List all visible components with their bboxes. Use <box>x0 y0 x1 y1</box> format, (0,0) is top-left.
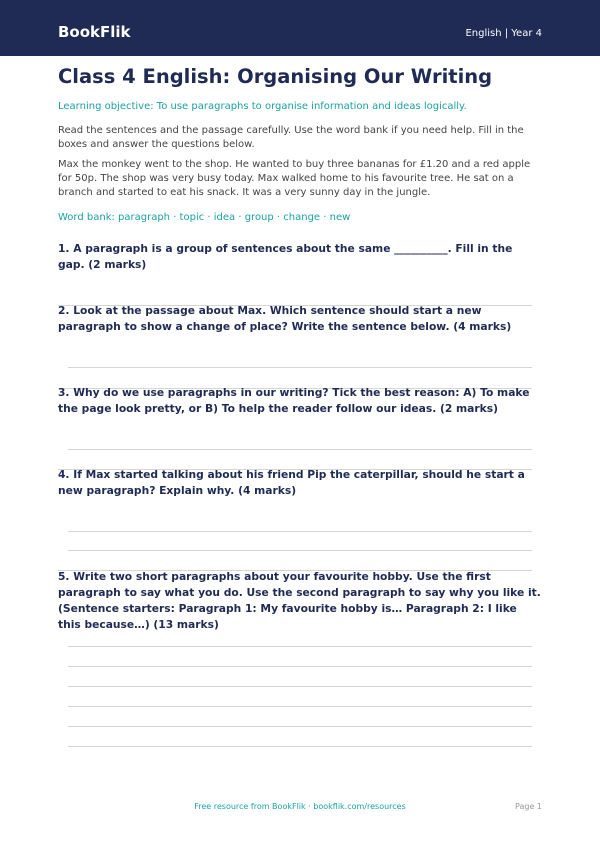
answer-line[interactable] <box>68 706 532 707</box>
learning-objective: Learning objective: To use paragraphs to organise information and ideas logically. <box>58 101 467 112</box>
question-4: 4. If Max started talking about his friend Pip the caterpillar, should he start a new paragraph? Explain why. (4 marks) <box>58 468 525 497</box>
question-5: 5. Write two short paragraphs about your favourite hobby. Use the first paragraph to say what you do. Use the second paragraph to say why you like it. (Sentence starters: Paragraph 1: My favourite hobby is… Paragraph 2: I like this because…) (13 marks) <box>58 570 541 631</box>
word-bank: Word bank: paragraph · topic · idea · group · change · new <box>58 212 351 223</box>
answer-line[interactable] <box>68 367 532 368</box>
brand-logo-text[interactable]: BookFlik <box>58 23 131 41</box>
answer-line[interactable] <box>68 746 532 747</box>
answer-line[interactable] <box>68 449 532 450</box>
question-2: 2. Look at the passage about Max. Which sentence should start a new paragraph to show a change of place? Write the sentence below. (4 marks) <box>58 304 512 333</box>
answer-line[interactable] <box>68 686 532 687</box>
header-bar <box>0 0 600 56</box>
page-title: Class 4 English: Organising Our Writing <box>58 65 493 88</box>
question-3: 3. Why do we use paragraphs in our writing? Tick the best reason: A) To make the page look pretty, or B) To help the reader follow our ideas. (2 marks) <box>58 386 530 415</box>
answer-line[interactable] <box>68 646 532 647</box>
question-1: 1. A paragraph is a group of sentences about the same __________. Fill in the gap. (2 marks) <box>58 242 513 271</box>
answer-line[interactable] <box>68 550 532 551</box>
page-number: Page 1 <box>515 802 542 811</box>
subject-year-label: English | Year 4 <box>465 28 542 39</box>
passage-text: Max the monkey went to the shop. He wanted to buy three bananas for £1.20 and a red apple for 50p. The shop was very busy today. Max walked home to his favourite tree. He sat on a branch and started to eat his snack. It was a very sunny day in the jungle. <box>58 159 531 198</box>
footer-credit[interactable]: Free resource from BookFlik · bookflik.com/resources <box>194 802 406 811</box>
answer-line[interactable] <box>68 726 532 727</box>
answer-line[interactable] <box>68 531 532 532</box>
instructions-text: Read the sentences and the passage carefully. Use the word bank if you need help. Fill in the boxes and answer the questions below. <box>58 125 524 150</box>
answer-line[interactable] <box>68 666 532 667</box>
